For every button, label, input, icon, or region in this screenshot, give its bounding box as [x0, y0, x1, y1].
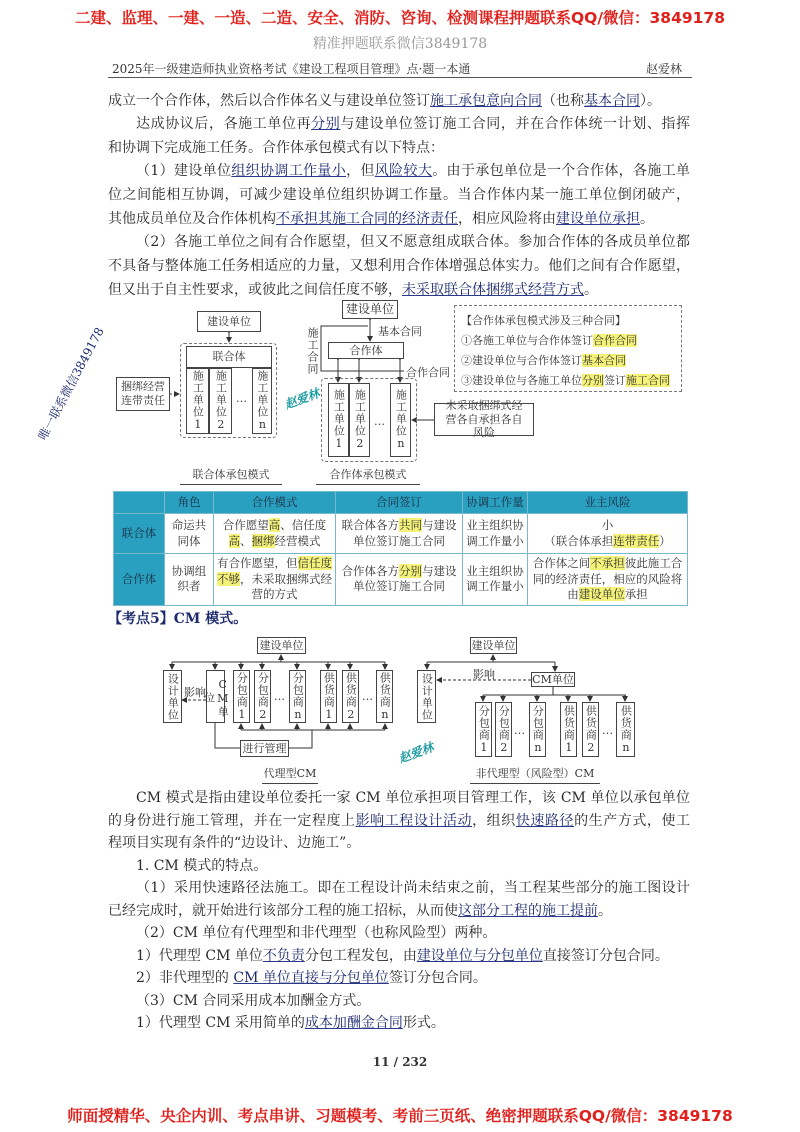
- influence-label: 影响: [184, 686, 206, 699]
- highlighted-term: 分别: [399, 563, 422, 578]
- text-run: ）。: [640, 93, 661, 109]
- no-bundling-note-box: 未采取捆绑式经营各自承担各自风险: [434, 403, 534, 436]
- text-run: 与建设单位签订施工合同: [353, 563, 457, 594]
- text-line: [108, 877, 690, 897]
- ellipsis: …: [514, 724, 525, 737]
- ellipsis: …: [236, 392, 247, 405]
- text-run: （2）各施工单位之间有合作愿望，但又不愿意组成联合体。参加合作体的各成员单位都: [136, 234, 690, 250]
- text-run: 签订分包合同。: [388, 970, 487, 986]
- diagram-caption: 合作体承包模式: [316, 466, 420, 485]
- supplier-box: 供货商1: [320, 670, 337, 723]
- text-run: ）: [659, 533, 671, 548]
- influence-label: 影响: [473, 668, 495, 681]
- text-line: [108, 900, 690, 920]
- unit-box: 施工单位2: [209, 368, 232, 434]
- partnership-box: 合作体: [328, 342, 404, 359]
- ellipsis: …: [374, 415, 385, 428]
- text-run: （2）CM 单位有代理型和非代理型（也称风险型）两种。: [136, 925, 497, 941]
- text-line: [108, 832, 690, 852]
- text-run: 位之间能相互协调，可减少建设单位组织协调工作量。当合作体内某一施工单位倒闭破产，: [108, 187, 690, 203]
- text-run: 程项目实现有条件的“边设计、边施工”。: [108, 835, 361, 851]
- author-stamp: 赵爱林: [396, 740, 436, 766]
- text-run: 与建设单位签订施工合同，并在合作体统一计划、指挥: [340, 116, 691, 132]
- unit-box: 施工单位n: [390, 383, 411, 457]
- text-line: [108, 1012, 690, 1032]
- cell-risk: [528, 554, 688, 606]
- cell-role: [165, 554, 214, 606]
- text-run: 分包工程发包，由: [304, 948, 417, 964]
- underlined-term: 建设单位与分包单位: [416, 948, 543, 964]
- text-run: 1）代理型 CM 单位: [136, 948, 263, 964]
- text-line: [108, 967, 690, 987]
- cell-role: [165, 514, 214, 554]
- text-run: （1）采用快速路径法施工。即在工程设计尚未结束之前，当工程某些部分的施工图设计: [136, 880, 690, 896]
- running-header-author: 赵爱林: [646, 62, 683, 76]
- text-run: 与建设单位签订施工合同: [353, 517, 457, 548]
- running-header-title: 2025年一级建造师执业资格考试《建设工程项目管理》点·题一本通: [112, 62, 471, 76]
- text-run: 。: [640, 211, 654, 227]
- text-run: 2）非代理型的: [136, 970, 234, 986]
- text-run: （也称: [542, 93, 584, 109]
- highlighted-term: 高: [268, 517, 281, 532]
- supplier-box: 供货商2: [342, 670, 359, 723]
- highlighted-term: 合作合同: [593, 334, 637, 347]
- text-line: [108, 255, 690, 275]
- underlined-term: 组织协调工作量小: [231, 163, 347, 179]
- cooperation-contract-label: 合作合同: [406, 366, 450, 379]
- underlined-term: 未采取联合体捆绑式经营方式: [402, 282, 584, 298]
- text-run: 和协调下完成施工任务。合作体承包模式有以下特点：: [108, 140, 444, 156]
- text-run: 命运共同体: [171, 517, 207, 548]
- text-run: 承担: [624, 587, 648, 602]
- text-run: 但又出于自主性要求，或彼此之间信任度不够，: [108, 282, 402, 298]
- text-line: [108, 922, 690, 942]
- top-promo-banner: 二建、监理、一建、一造、二造、安全、消防、咨询、检测课程押题联系QQ/微信：3849178: [74, 9, 725, 27]
- underlined-term: 不承担其施工合同的经济责任: [276, 211, 458, 227]
- text-run: 、: [240, 533, 252, 548]
- subcontractor-box: 分包商2: [495, 702, 512, 757]
- underlined-term: CM 单位直接与分包单位: [233, 970, 389, 986]
- note-title: 【合作体承包模式涉及三种合同】: [461, 314, 626, 327]
- cell-mode: [214, 554, 336, 606]
- text-run: 有合作愿望，但: [217, 556, 298, 570]
- text-run: 合作体之间: [532, 556, 591, 570]
- highlighted-term: 捆绑: [251, 533, 275, 548]
- diagram-caption: 非代理型（风险型）CM: [470, 765, 600, 784]
- side-watermark: 唯一联系微信3849178: [35, 325, 107, 443]
- text-run: ，组织: [472, 813, 516, 829]
- ellipsis: …: [602, 724, 613, 737]
- author-stamp: 赵爱林: [282, 386, 322, 412]
- header-cell: [114, 492, 165, 514]
- client-box: 建设单位: [470, 637, 517, 654]
- underlined-term: 建设单位承担: [556, 211, 640, 227]
- section-heading: 【考点5】CM 模式。: [108, 611, 248, 627]
- text-run: ②建设单位与合作体签订: [461, 354, 582, 367]
- text-run: ，但: [346, 163, 375, 179]
- diagonal-watermark: 精准押题联系微信3849178: [312, 36, 488, 52]
- text-run: 形式。: [402, 1015, 445, 1031]
- underlined-term: 风险较大: [374, 163, 433, 179]
- table-header-row: [114, 492, 688, 514]
- text-line: [108, 855, 690, 875]
- ellipsis: …: [274, 690, 285, 703]
- underlined-term: 施工承包意向合同: [430, 93, 542, 109]
- unit-box: 施工单位2: [349, 383, 370, 457]
- supplier-box: 供货商1: [560, 702, 577, 757]
- underlined-term: 基本合同: [584, 93, 640, 109]
- text-run: 签订: [604, 374, 626, 387]
- supplier-box: 供货商2: [582, 702, 599, 757]
- comparison-table: [113, 491, 688, 606]
- cell-contract: [336, 554, 463, 606]
- cell-mode: [214, 514, 336, 554]
- text-line: [108, 208, 690, 228]
- text-run: 直接签订分包合同。: [542, 948, 669, 964]
- underlined-term: 不负责: [262, 948, 305, 964]
- text-run: ，未采取捆绑式经营的方式: [240, 571, 332, 602]
- text-line: [108, 810, 690, 830]
- bundling-note-box: 捆绑经营连带责任: [116, 377, 170, 411]
- highlighted-term: 信任度不够: [217, 556, 332, 586]
- supplier-box: 供货商n: [376, 670, 393, 723]
- text-run: 彼此施工合同的经济责任，相应的风险将由: [532, 556, 683, 602]
- text-run: 。: [584, 282, 598, 298]
- header-cell: 合作模式: [214, 492, 336, 514]
- diagram-caption: 联合体承包模式: [180, 466, 282, 485]
- text-run: ③建设单位与各施工单位: [461, 374, 582, 387]
- diagram-caption: 代理型CM: [262, 765, 318, 784]
- text-run: 经营模式: [274, 533, 321, 548]
- bottom-promo-banner: 师面授精华、央企内训、考点串讲、习题模考、考前三页纸、绝密押题联系QQ/微信：3849178: [67, 1107, 733, 1125]
- subcontractor-box: 分包商n: [529, 702, 546, 757]
- note-line: [461, 372, 675, 392]
- text-run: 成立一个合作体，然后以合作体名义与建设单位签订: [108, 93, 430, 109]
- text-line: [108, 90, 690, 110]
- text-line: [108, 787, 690, 807]
- text-run: 。: [598, 903, 612, 919]
- text-line: [108, 113, 690, 133]
- text-line: [108, 184, 690, 204]
- text-run: 合作体各方: [341, 563, 399, 578]
- client-box: 建设单位: [257, 637, 306, 654]
- highlighted-term: 建设单位: [578, 587, 625, 602]
- text-line: [108, 231, 690, 251]
- header-cell: 合同签订: [336, 492, 463, 514]
- underlined-term: 成本加酬金合同: [304, 1015, 403, 1031]
- text-run: 业主组织协调工作量小: [466, 563, 524, 594]
- highlighted-term: 共同: [399, 517, 422, 532]
- header-cell: 角色: [165, 492, 214, 514]
- text-line: [108, 160, 690, 180]
- header-rule: [108, 77, 692, 78]
- text-run: ，相应风险将由: [458, 211, 556, 227]
- text-run: 的生产方式，使工: [574, 813, 691, 829]
- underlined-term: 这部分工程的施工提前: [458, 903, 598, 919]
- table-row: [114, 554, 688, 606]
- cell-coordination: [463, 514, 528, 554]
- highlighted-term: 基本合同: [582, 354, 626, 367]
- cm-unit-box: CM单位: [206, 670, 225, 723]
- cell-coordination: [463, 554, 528, 606]
- highlighted-term: 不承担: [590, 556, 625, 570]
- text-run: 。由于承包单位是一个合作体，各施工单: [432, 163, 691, 179]
- text-run: 合作愿望: [222, 517, 269, 532]
- text-run: 不具备与整体施工任务相适应的力量，又想利用合作体增强总体实力。他们之间有合作愿望，: [108, 258, 690, 274]
- text-line: [108, 945, 690, 965]
- management-box: 进行管理: [240, 740, 289, 757]
- construction-contract-label: 施工合同: [306, 327, 319, 375]
- text-run: 达成协议后，各施工单位再: [136, 116, 312, 132]
- subcontractor-box: 分包商1: [475, 702, 492, 757]
- text-run: 1. CM 模式的特点。: [136, 858, 268, 874]
- text-line: [108, 137, 690, 157]
- text-run: 业主组织协调工作量小: [466, 517, 524, 548]
- text-run: ①各施工单位与合作体签订: [461, 334, 593, 347]
- ellipsis: …: [362, 690, 373, 703]
- highlighted-term: 施工合同: [626, 374, 670, 387]
- text-run: 联合体各方: [341, 517, 399, 532]
- text-run: 1）代理型 CM 采用简单的: [136, 1015, 305, 1031]
- row-header: 联合体: [114, 514, 165, 554]
- unit-box: 施工单位1: [186, 368, 209, 434]
- supplier-box: 供货商n: [616, 702, 635, 757]
- text-run: 的身份进行施工管理，并在一定程度上: [108, 813, 356, 829]
- text-run: 其他成员单位及合作体机构: [108, 211, 276, 227]
- consortium-box: 联合体: [186, 346, 272, 368]
- text-run: 、信任度: [280, 517, 327, 532]
- note-line: [461, 352, 675, 372]
- design-unit-box: 设计单位: [417, 670, 436, 723]
- text-run: （3）CM 合同采用成本加酬金方式。: [136, 993, 371, 1009]
- page-number: 11 / 232: [372, 1055, 428, 1069]
- table-row: [114, 514, 688, 554]
- highlighted-term: 高: [228, 533, 240, 548]
- unit-box: 施工单位n: [252, 368, 272, 434]
- underlined-term: 快速路径: [515, 813, 575, 829]
- subcontractor-box: 分包商n: [289, 670, 306, 723]
- highlighted-term: 连带责任: [613, 533, 660, 548]
- text-run: （联合体承担: [544, 533, 614, 548]
- text-line: [108, 990, 690, 1010]
- note-line: [461, 332, 675, 352]
- text-run: （1）建设单位: [136, 163, 232, 179]
- text-run: CM 模式是指由建设单位委托一家 CM 单位承担项目管理工作，该 CM 单位以承包单位: [136, 790, 690, 806]
- text-run: 已经完成时，就开始进行该部分工程的施工招标，从而使: [108, 903, 458, 919]
- unit-box: 施工单位1: [328, 383, 349, 457]
- client-box: 建设单位: [197, 311, 261, 332]
- header-cell: 协调工作量: [463, 492, 528, 514]
- cell-risk: [528, 514, 688, 554]
- underlined-term: 影响工程设计活动: [355, 813, 473, 829]
- underlined-term: 分别: [311, 116, 341, 132]
- highlighted-term: 分别: [582, 374, 604, 387]
- subcontractor-box: 分包商2: [254, 670, 271, 723]
- text-line: [108, 279, 690, 299]
- subcontractor-box: 分包商1: [233, 670, 250, 723]
- header-cell: 业主风险: [528, 492, 688, 514]
- text-run: 协调组织者: [171, 563, 207, 594]
- design-unit-box: 设计单位: [163, 670, 182, 723]
- basic-contract-label: 基本合同: [378, 325, 422, 338]
- text-run: 小: [601, 517, 614, 532]
- cell-contract: [336, 514, 463, 554]
- row-header: 合作体: [114, 554, 165, 606]
- client-box: 建设单位: [342, 300, 398, 319]
- cm-unit-box: CM单位: [532, 672, 574, 686]
- three-contracts-note: [454, 305, 682, 392]
